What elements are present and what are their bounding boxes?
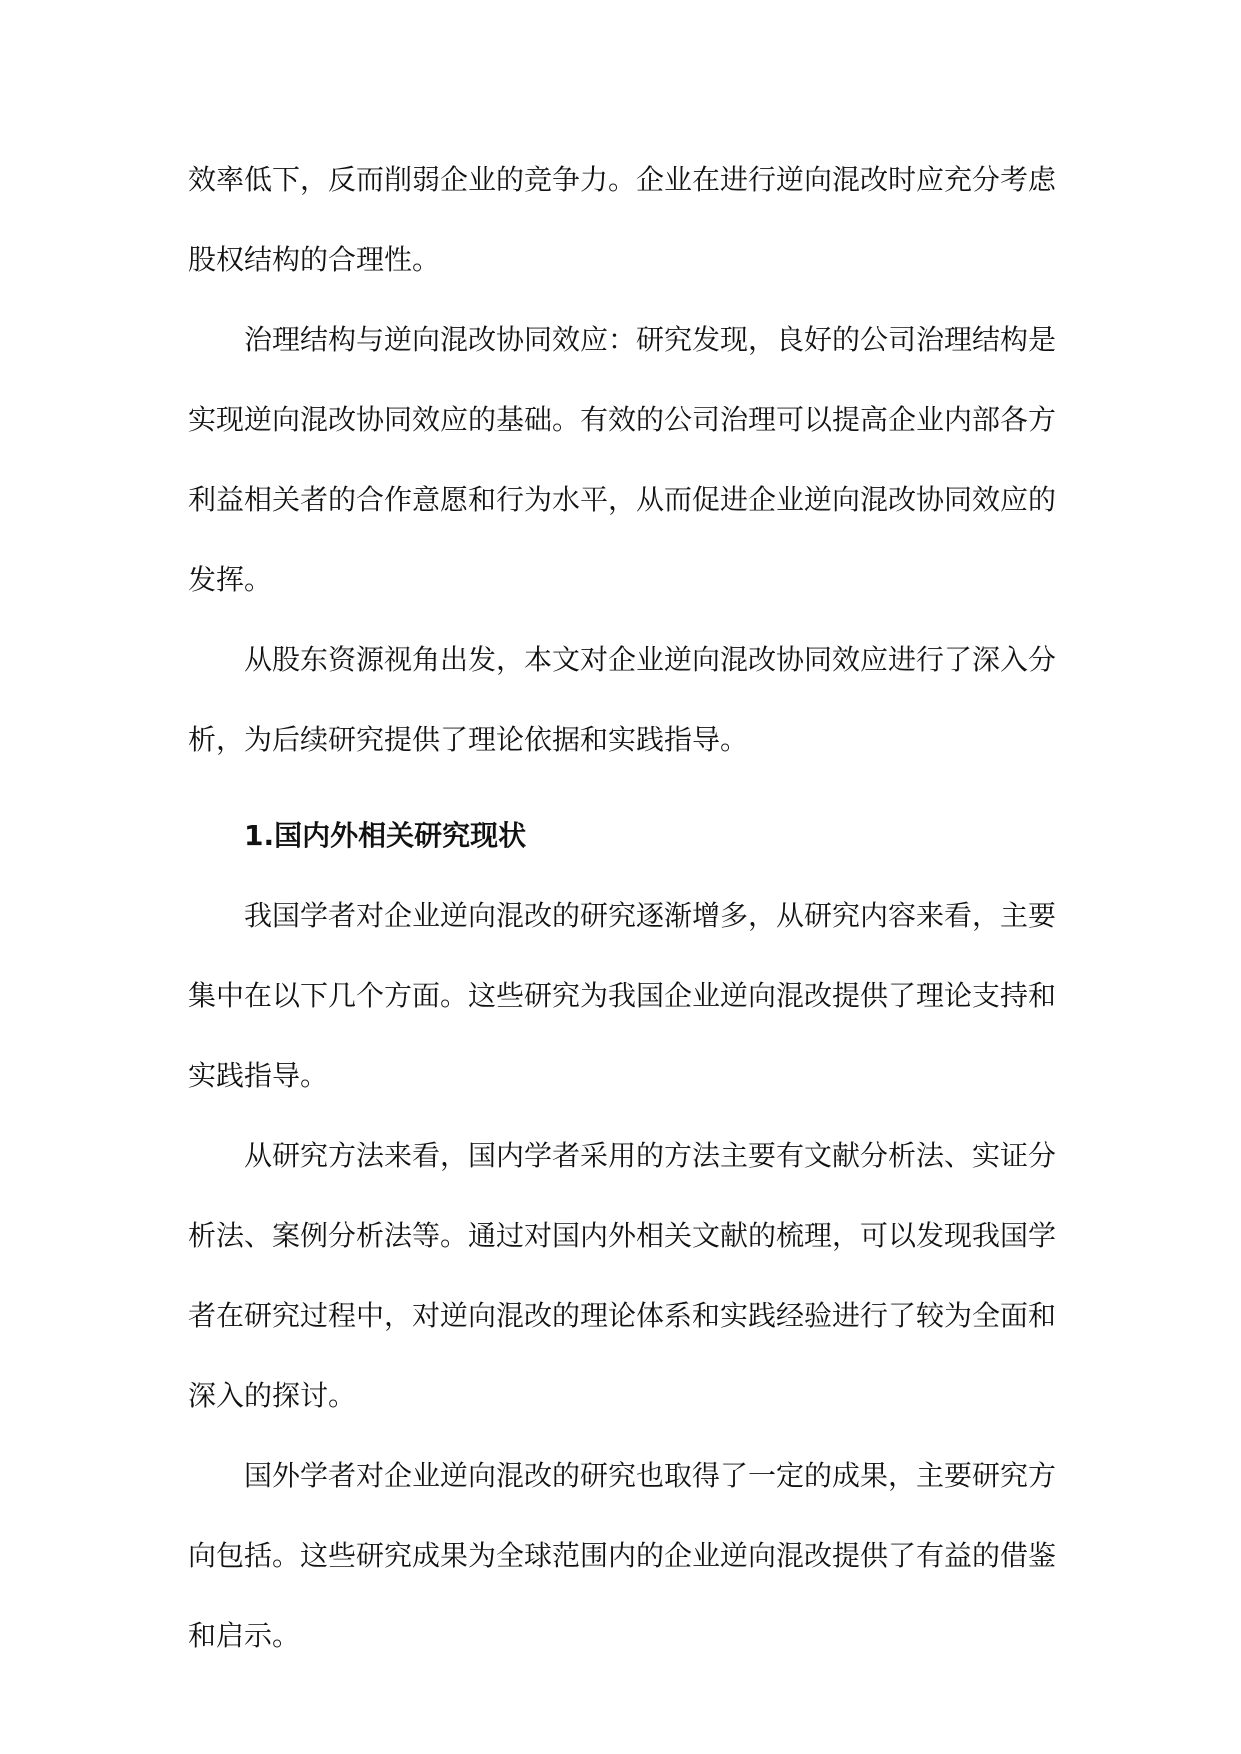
paragraph-continuation: 效率低下，反而削弱企业的竞争力。企业在进行逆向混改时应充分考虑股权结构的合理性。: [188, 163, 1057, 276]
document-body: [188, 140, 1056, 1676]
paragraph-domestic-research: 我国学者对企业逆向混改的研究逐渐增多，从研究内容来看，主要集中在以下几个方面。这些研究为我国企业逆向混改提供了理论支持和实践指导。: [188, 899, 1057, 1092]
paragraph-research-methods: 从研究方法来看，国内学者采用的方法主要有文献分析法、实证分析法、案例分析法等。通过对国内外相关文献的梳理，可以发现我国学者在研究过程中，对逆向混改的理论体系和实践经验进行了较为全面和深入的探讨。: [188, 1139, 1057, 1412]
section-heading: 1.国内外相关研究现状: [244, 819, 527, 852]
paragraph-governance: 治理结构与逆向混改协同效应：研究发现，良好的公司治理结构是实现逆向混改协同效应的基础。有效的公司治理可以提高企业内部各方利益相关者的合作意愿和行为水平，从而促进企业逆向混改协同效应的发挥。: [188, 323, 1057, 596]
paragraph-foreign-research: 国外学者对企业逆向混改的研究也取得了一定的成果，主要研究方向包括。这些研究成果为全球范围内的企业逆向混改提供了有益的借鉴和启示。: [188, 1459, 1057, 1652]
paragraph-summary: 从股东资源视角出发，本文对企业逆向混改协同效应进行了深入分析，为后续研究提供了理论依据和实践指导。: [188, 643, 1057, 756]
section-spacer: [188, 780, 1056, 796]
